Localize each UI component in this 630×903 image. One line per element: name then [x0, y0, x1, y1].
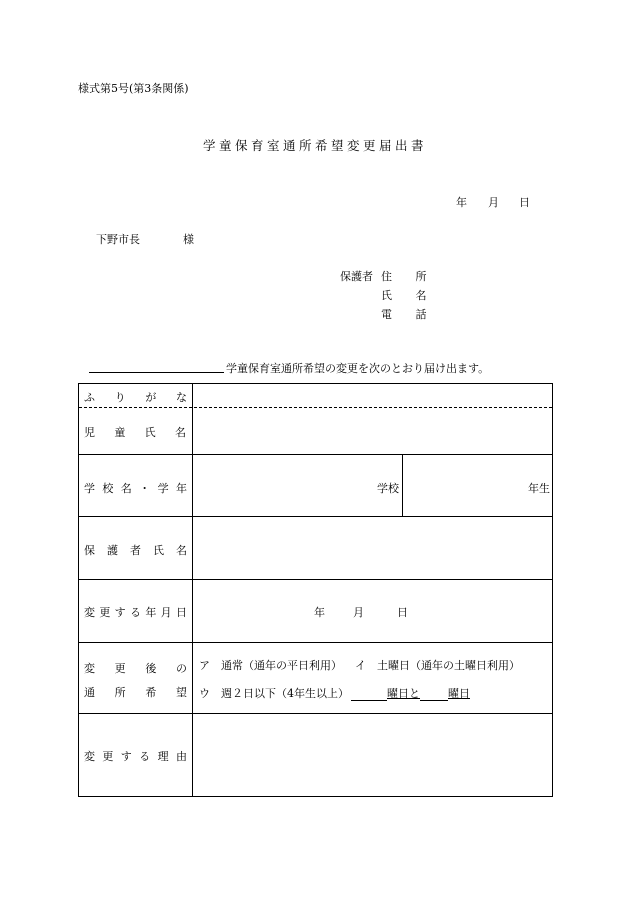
addressee-honorific: 様	[183, 233, 194, 246]
reason-label: 変 更 す る 理 由	[84, 750, 187, 763]
guardian-name-label: 氏 名	[381, 289, 437, 302]
change-date-input[interactable]	[193, 580, 552, 642]
after-change-label-line1: 変 更 後 の	[84, 662, 187, 675]
application-table	[78, 383, 553, 797]
row-divider	[79, 642, 552, 643]
furigana-label: ふ り が な	[84, 391, 187, 404]
furigana-input[interactable]	[193, 384, 552, 407]
weekday-blank-2[interactable]	[420, 688, 448, 701]
change-date-month: 月	[353, 606, 364, 619]
date-year-label: 年	[456, 196, 467, 209]
guardian-address-label: 住 所	[381, 270, 437, 283]
guardian-phone-label: 電 話	[381, 308, 437, 321]
change-date-day: 日	[397, 606, 408, 619]
school-grade-label: 学 校 名 ・ 学 年	[84, 482, 187, 495]
option-i[interactable]: イ 土曜日（通年の土曜日利用）	[355, 659, 520, 672]
child-name-label: 児 童 氏 名	[84, 426, 186, 439]
date-month-label: 月	[488, 196, 499, 209]
date-day-label: 日	[519, 196, 530, 209]
document-title: 学童保育室通所希望変更届出書	[202, 138, 427, 153]
form-number: 様式第5号(第3条関係)	[78, 82, 189, 95]
room-name-blank[interactable]	[89, 372, 224, 373]
addressee-name: 下野市長	[96, 233, 140, 246]
option-u-end: 曜日	[448, 687, 470, 700]
school-name-input[interactable]	[193, 455, 402, 516]
option-u[interactable]	[199, 685, 470, 701]
guardian-name-table-label: 保 護 者 氏 名	[84, 544, 187, 557]
change-date-label: 変 更 す る 年 月 日	[84, 606, 187, 619]
after-change-label-line2: 通 所 希 望	[84, 686, 187, 699]
intro-text: 学童保育室通所希望の変更を次のとおり届け出ます。	[226, 362, 490, 375]
reason-input[interactable]	[193, 714, 552, 796]
school-suffix: 学校	[377, 482, 399, 495]
option-a[interactable]: ア 通常（通年の平日利用）	[199, 659, 342, 672]
change-date-year: 年	[314, 606, 325, 619]
child-name-input[interactable]	[193, 408, 552, 454]
grade-suffix: 年生	[528, 482, 550, 495]
option-u-prefix: ウ 週２日以下（4年生以上）	[199, 687, 349, 700]
option-u-mid: 曜日と	[387, 687, 420, 700]
guardian-name-input[interactable]	[193, 517, 552, 579]
guardian-label: 保護者	[340, 270, 373, 283]
weekday-blank-1[interactable]	[351, 688, 387, 701]
